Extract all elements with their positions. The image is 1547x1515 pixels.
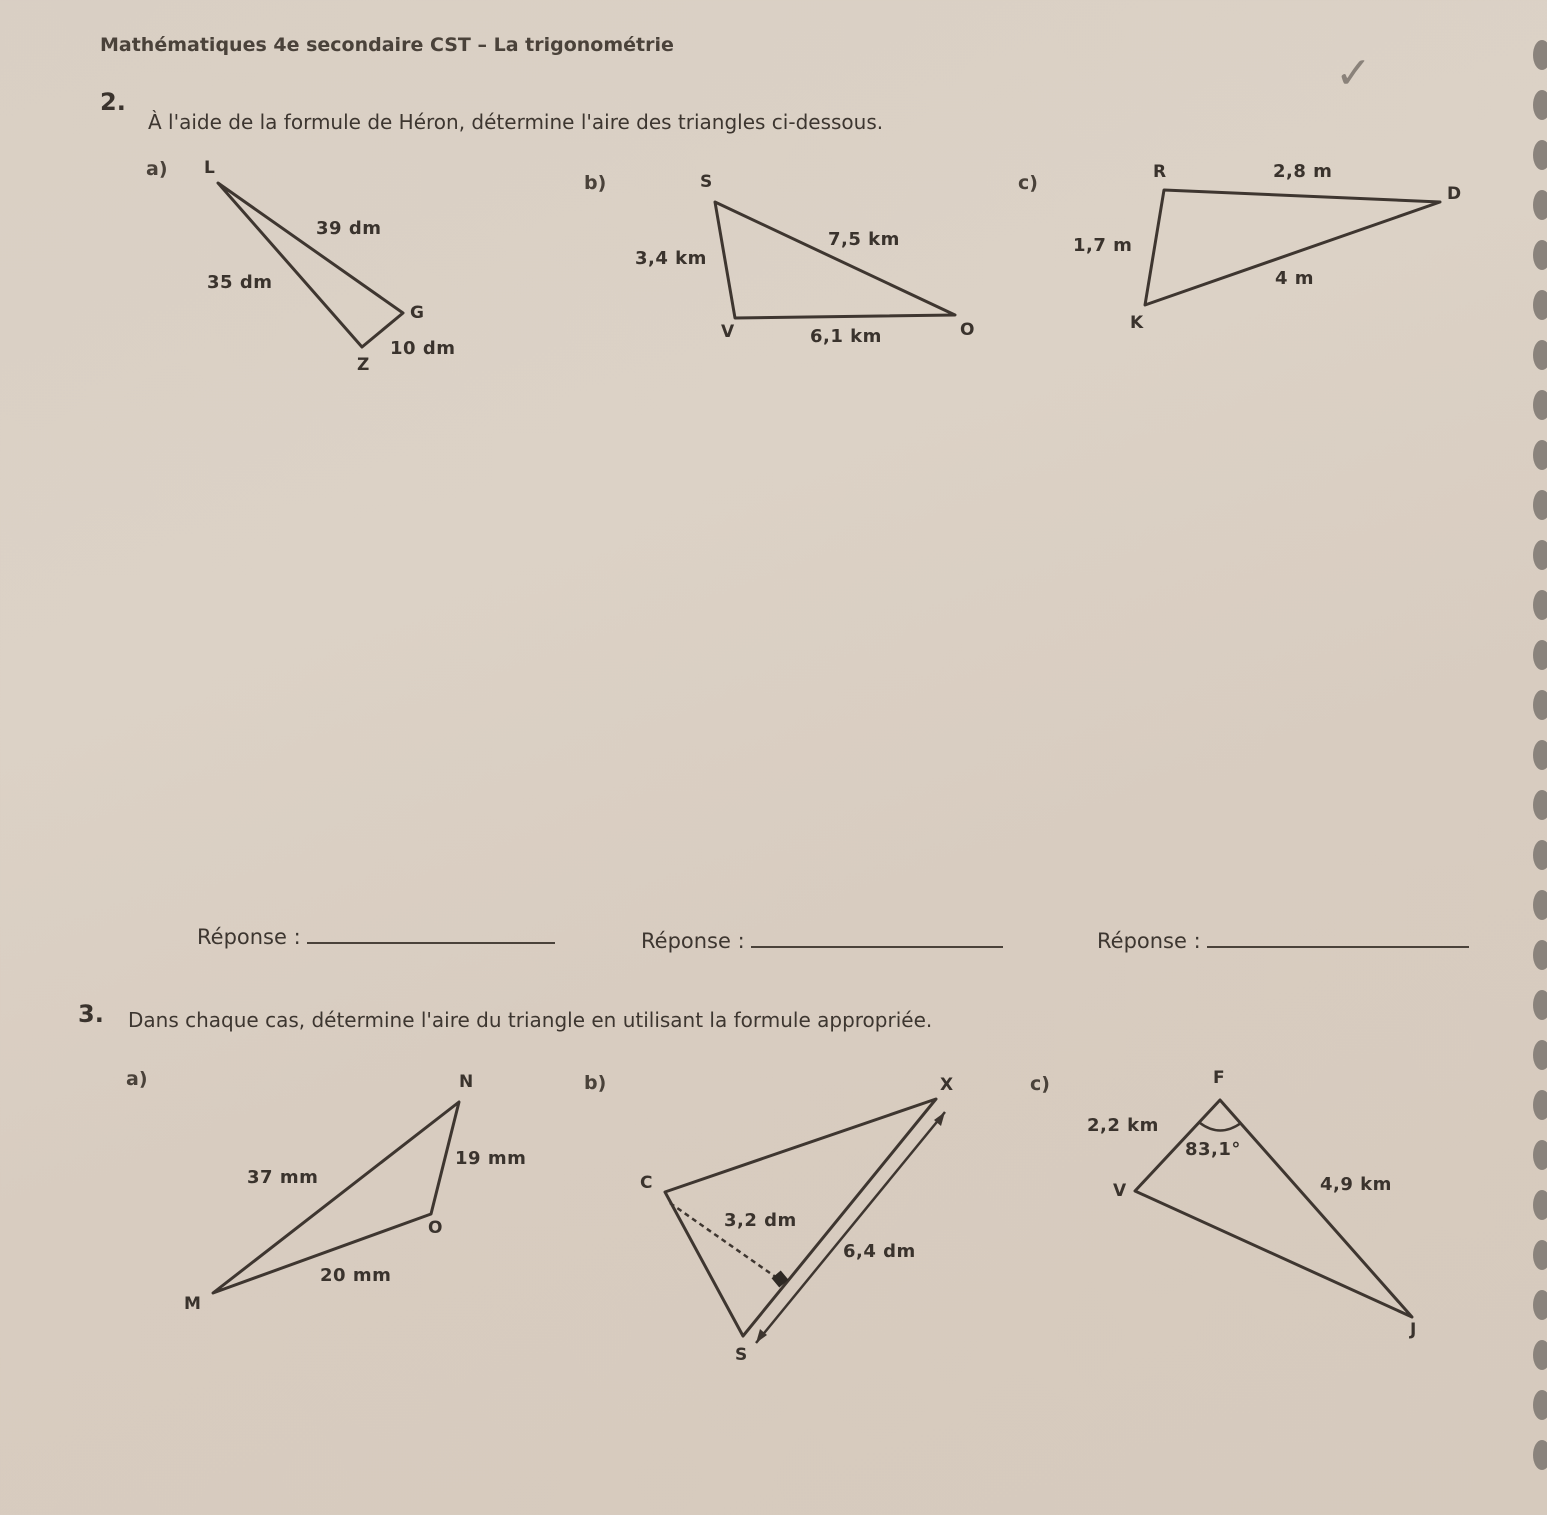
side-LZ: 35 dm: [207, 272, 273, 293]
vertex-D: D: [1447, 184, 1462, 204]
vertex-C: C: [640, 1173, 653, 1193]
question-2-text: À l'aide de la formule de Héron, détermine l'aire des triangles ci-dessous.: [148, 110, 884, 134]
vertex-N: N: [459, 1072, 474, 1092]
q3-part-a-label: a): [126, 1068, 148, 1090]
side-RD: 2,8 m: [1273, 161, 1333, 182]
question-2-number: 2.: [100, 88, 126, 116]
vertex-S: S: [700, 172, 713, 192]
q2-part-c-label: c): [1018, 172, 1038, 194]
vertex-O: O: [960, 320, 975, 340]
angle-label: 83,1°: [1185, 1139, 1241, 1160]
side-KD: 4 m: [1275, 268, 1315, 289]
side-NO: 19 mm: [455, 1148, 527, 1169]
answer-b-label: Réponse :: [641, 929, 745, 953]
q3-part-c-label: c): [1030, 1073, 1050, 1095]
answer-c-label: Réponse :: [1097, 929, 1201, 953]
vertex-M: M: [184, 1294, 201, 1314]
side-LG: 39 dm: [316, 218, 382, 239]
page-header: Mathématiques 4e secondaire CST – La trigonométrie: [100, 34, 674, 56]
q3-part-b-label: b): [584, 1072, 607, 1094]
side-FJ: 4,9 km: [1320, 1174, 1392, 1195]
answer-a-label: Réponse :: [197, 925, 301, 949]
vertex-S: S: [735, 1345, 748, 1365]
side-VO: 6,1 km: [810, 326, 882, 347]
triangle-SVO: [715, 202, 955, 318]
question-3-text: Dans chaque cas, détermine l'aire du triangle en utilisant la formule appropriée.: [128, 1008, 933, 1032]
height-label: 3,2 dm: [724, 1210, 797, 1231]
answer-c-blank[interactable]: [1207, 944, 1469, 948]
side-MN: 37 mm: [247, 1167, 319, 1188]
question-3-number: 3.: [78, 1000, 104, 1028]
vertex-V: V: [721, 322, 735, 342]
answer-a-blank[interactable]: [307, 940, 555, 944]
vertex-G: G: [410, 303, 424, 323]
answer-a[interactable]: [197, 925, 555, 949]
q2-part-a-label: a): [146, 158, 168, 180]
vertex-K: K: [1130, 313, 1144, 333]
vertex-X: X: [940, 1075, 954, 1095]
side-MO: 20 mm: [320, 1265, 392, 1286]
vertex-V: V: [1113, 1181, 1127, 1201]
triangle-FVJ: [1135, 1100, 1412, 1317]
q2-part-b-label: b): [584, 172, 607, 194]
vertex-Z: Z: [357, 355, 370, 375]
side-GZ: 10 dm: [390, 338, 456, 359]
triangle-LGZ: [218, 183, 403, 347]
side-RK: 1,7 m: [1073, 235, 1133, 256]
vertex-L: L: [204, 158, 215, 178]
triangle-XCS: [665, 1099, 936, 1336]
vertex-F: F: [1213, 1068, 1225, 1088]
side-SV: 3,4 km: [635, 248, 707, 269]
side-FV: 2,2 km: [1087, 1115, 1159, 1136]
vertex-O: O: [428, 1218, 443, 1238]
base-label: 6,4 dm: [843, 1241, 916, 1262]
check-mark-icon: ✓: [1335, 48, 1372, 99]
answer-c[interactable]: [1097, 929, 1469, 953]
answer-b[interactable]: [641, 929, 1003, 953]
side-SO: 7,5 km: [828, 229, 900, 250]
vertex-R: R: [1153, 162, 1167, 182]
angle-arc: [1200, 1123, 1241, 1131]
vertex-J: J: [1410, 1320, 1417, 1340]
answer-b-blank[interactable]: [751, 944, 1003, 948]
